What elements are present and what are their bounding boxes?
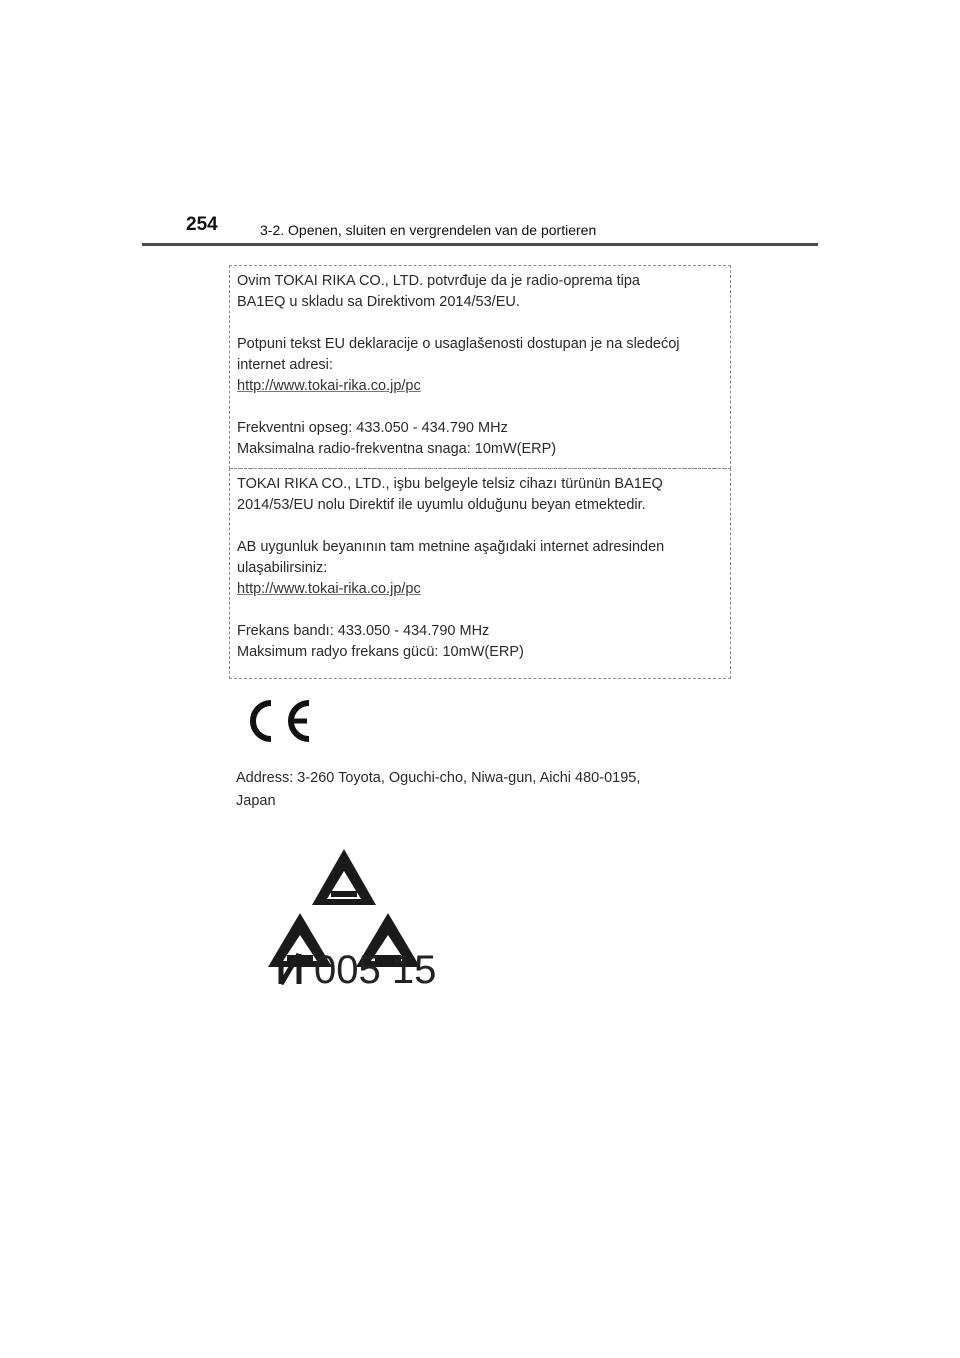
- page-number: 254: [186, 214, 218, 235]
- declaration-box-serbian: [229, 265, 731, 469]
- approval-code: 005 15: [314, 948, 437, 992]
- max-power: Maksimalna radio-frekventna snaga: 10mW(ERP): [237, 441, 557, 457]
- declaration-line: Potpuni tekst EU deklaracije o usaglašenosti dostupan je na sledećoj: [237, 336, 680, 352]
- declaration-box-turkish: [229, 468, 731, 679]
- declaration-link[interactable]: http://www.tokai-rika.co.jp/pc: [237, 581, 421, 597]
- ce-mark-icon: [243, 697, 313, 745]
- section-title: 3-2. Openen, sluiten en vergrendelen van de portieren: [260, 222, 597, 238]
- declaration-line: AB uygunluk beyanının tam metnine aşağıdaki internet adresinden: [237, 539, 665, 555]
- declaration-line: TOKAI RIKA CO., LTD., işbu belgeyle telsiz cihazı türünün BA1EQ: [237, 476, 663, 492]
- frequency-range: Frekans bandı: 433.050 - 434.790 MHz: [237, 623, 490, 639]
- address-line: Japan: [236, 793, 276, 809]
- frequency-range: Frekventni opseg: 433.050 - 434.790 MHz: [237, 420, 508, 436]
- declaration-line: Ovim TOKAI RIKA CO., LTD. potvrđuje da je radio-oprema tipa: [237, 273, 640, 289]
- manufacturer-address: [236, 767, 716, 813]
- declaration-line: BA1EQ u skladu sa Direktivom 2014/53/EU.: [237, 294, 520, 310]
- declaration-line: 2014/53/EU nolu Direktif ile uyumlu olduğunu beyan etmektedir.: [237, 497, 646, 513]
- header-divider: [142, 243, 818, 246]
- declaration-line: ulaşabilirsiniz:: [237, 560, 328, 576]
- address-line: Address: 3-260 Toyota, Oguchi-cho, Niwa-gun, Aichi 480-0195,: [236, 770, 641, 786]
- declaration-line: internet adresi:: [237, 357, 333, 373]
- max-power: Maksimum radyo frekans gücü: 10mW(ERP): [237, 644, 524, 660]
- declaration-link[interactable]: http://www.tokai-rika.co.jp/pc: [237, 378, 421, 394]
- cyrillic-i-icon: [275, 952, 311, 986]
- page-header: [0, 0, 960, 250]
